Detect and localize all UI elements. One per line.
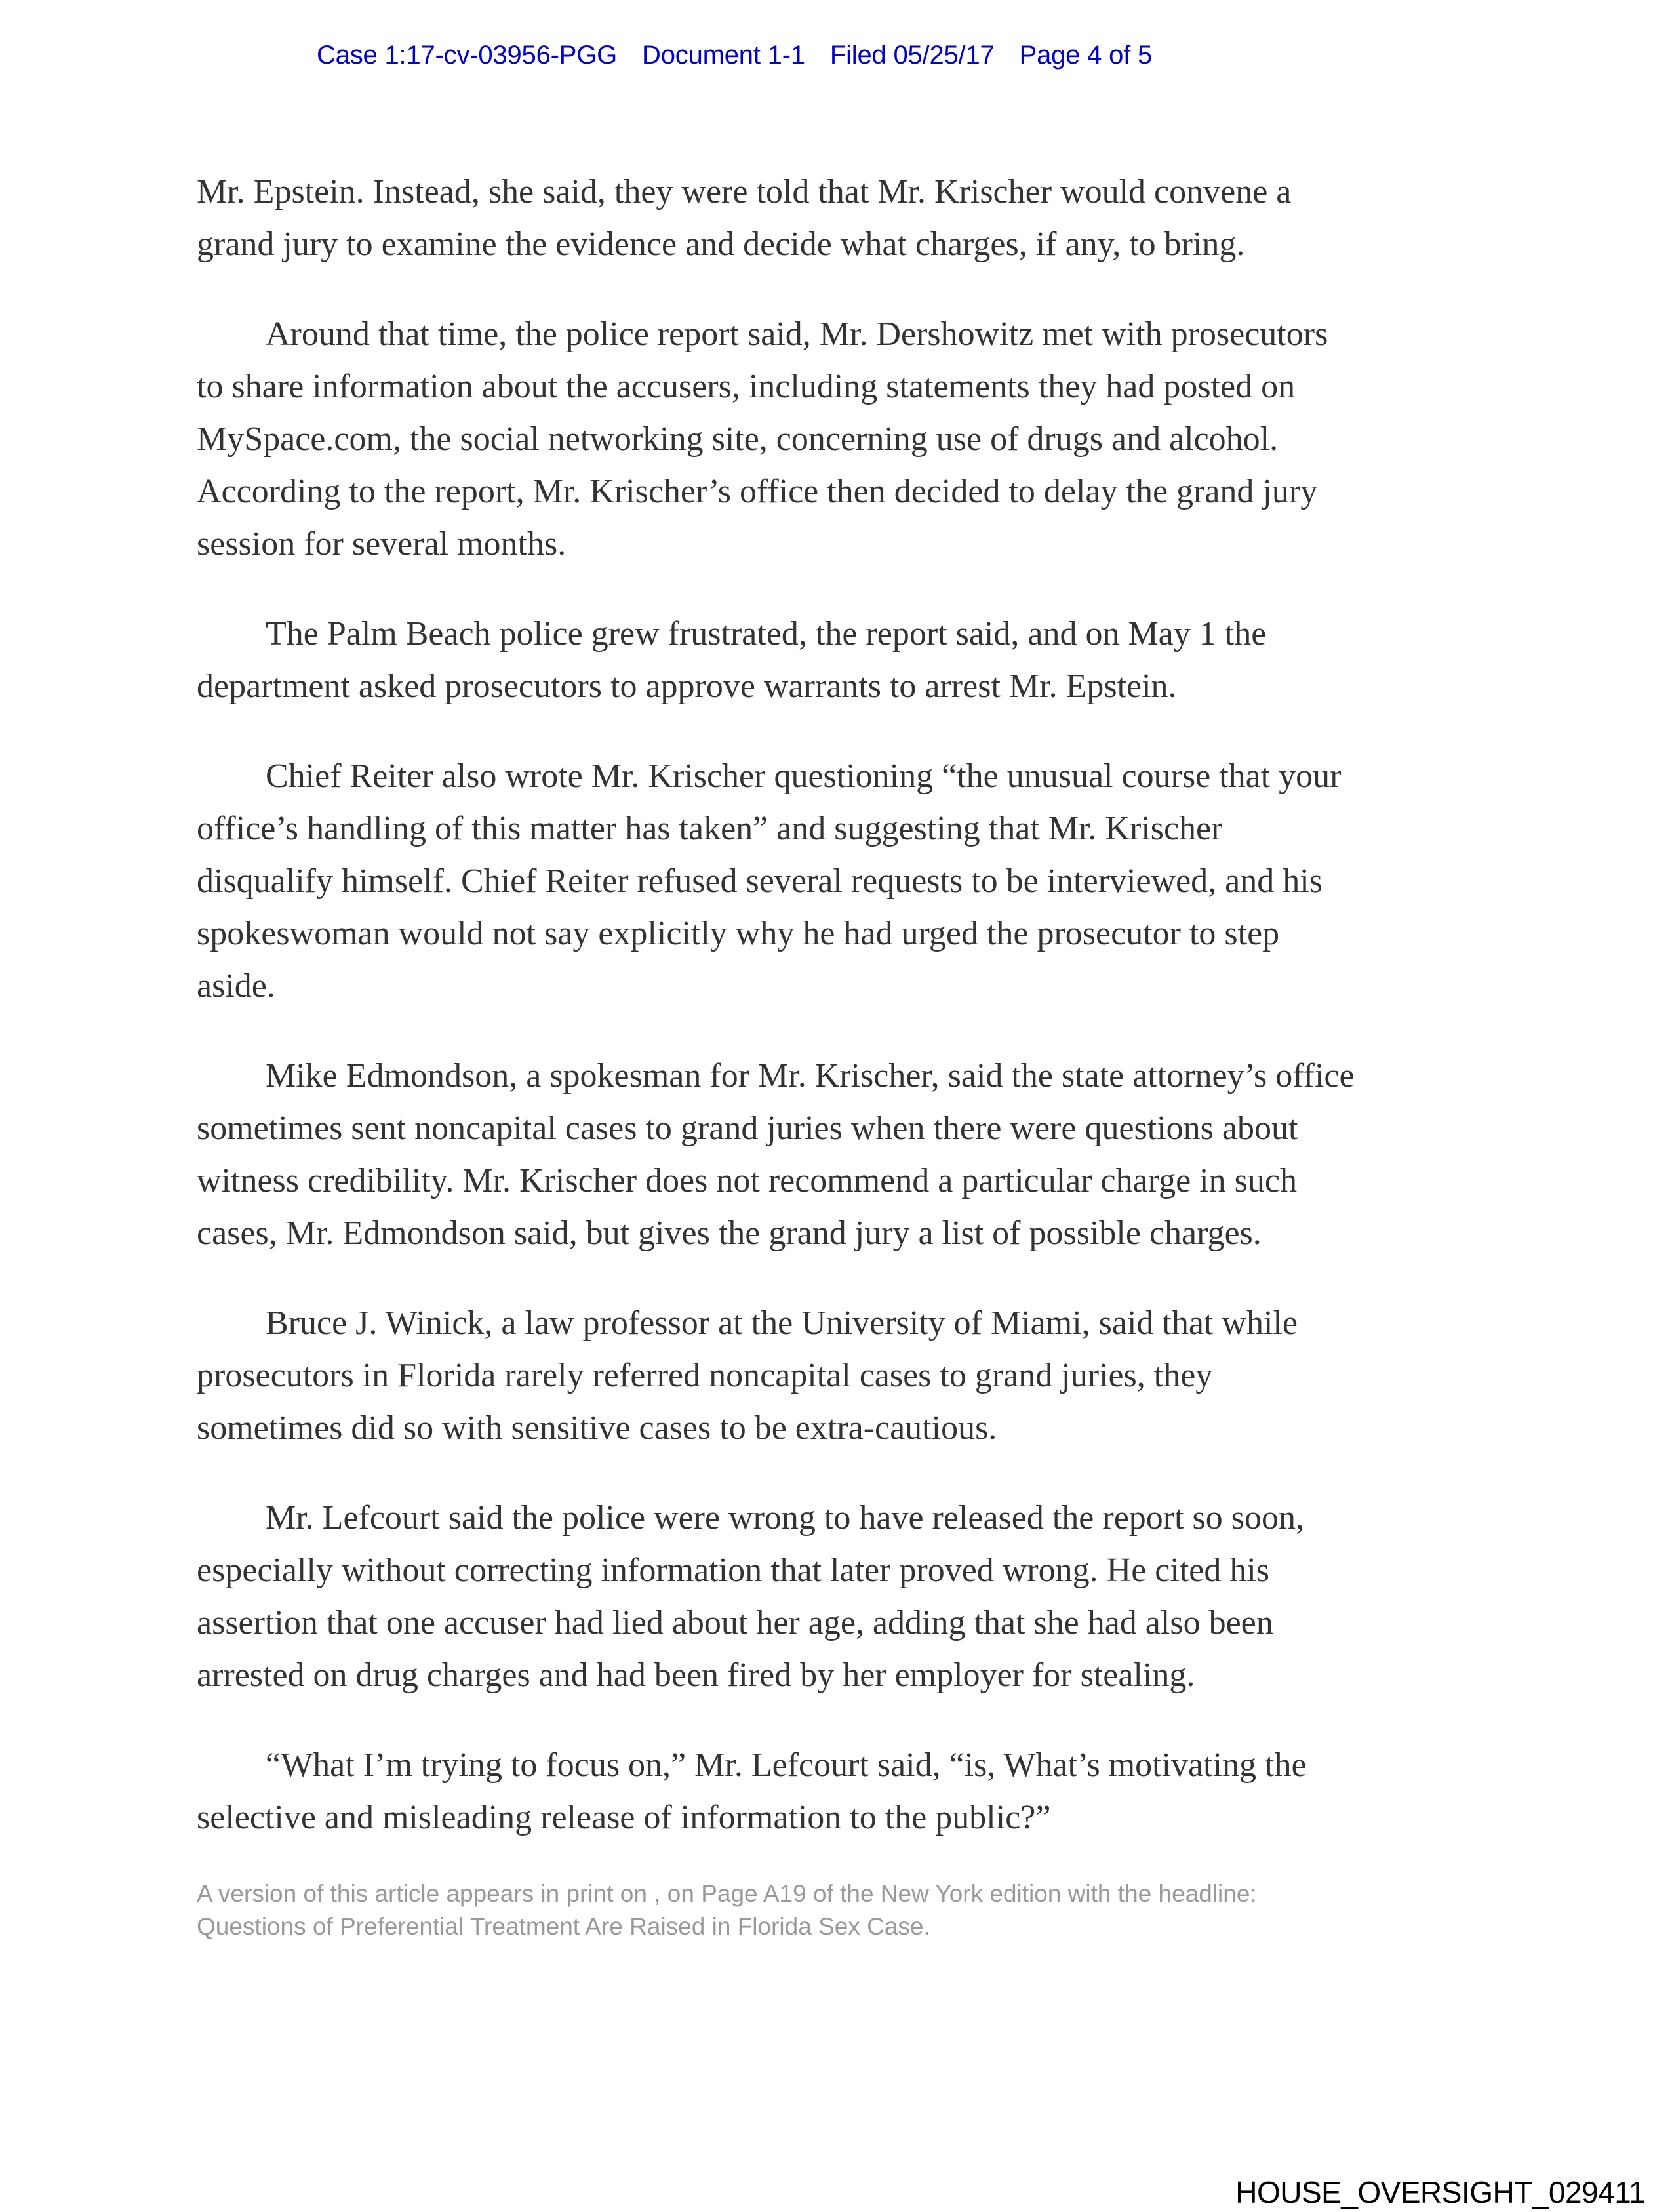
text-line: especially without correcting information that later proved wrong. He cited his [197,1552,1270,1589]
text-line: prosecutors in Florida rarely referred noncapital cases to grand juries, they [197,1357,1213,1394]
paragraph-4 [197,750,1508,1013]
text-line: disqualify himself. Chief Reiter refused several requests to be interviewed, and his [197,862,1323,900]
filed-date: Filed 05/25/17 [829,41,995,70]
paragraph-3 [197,608,1508,713]
text-line: aside. [197,967,275,1005]
text-line: to share information about the accusers, including statements they had posted on [197,368,1296,405]
text-line: office’s handling of this matter has taken” and suggesting that Mr. Krischer [197,810,1223,847]
text-line: grand jury to examine the evidence and decide what charges, if any, to bring. [197,226,1245,263]
text-line: sometimes sent noncapital cases to grand juries when there were questions about [197,1110,1298,1147]
print-note-line: A version of this article appears in print on , on Page A19 of the New York edition with the headline: [197,1880,1257,1907]
text-line: Around that time, the police report said, Mr. Dershowitz met with prosecutors [266,315,1328,353]
paragraph-6 [197,1297,1508,1455]
paragraph-8 [197,1739,1508,1844]
text-line: assertion that one accuser had lied about her age, adding that she had also been [197,1604,1273,1641]
document-number: Document 1-1 [642,41,805,70]
page-indicator: Page 4 of 5 [1019,41,1153,70]
text-line: session for several months. [197,525,567,563]
paragraph-1 [197,166,1508,271]
text-line: MySpace.com, the social networking site, concerning use of drugs and alcohol. [197,420,1279,458]
text-line: arrested on drug charges and had been fired by her employer for stealing. [197,1657,1195,1694]
article-body [197,166,1508,1844]
paragraph-5 [197,1050,1508,1260]
text-line: witness credibility. Mr. Krischer does not recommend a particular charge in such [197,1162,1297,1199]
text-line: Bruce J. Winick, a law professor at the University of Miami, said that while [266,1304,1298,1342]
case-number: Case 1:17-cv-03956-PGG [317,41,618,70]
text-line: The Palm Beach police grew frustrated, the report said, and on May 1 the [266,615,1267,653]
text-line: spokeswoman would not say explicitly why he had urged the prosecutor to step [197,915,1280,952]
case-filing-header [317,39,1152,71]
text-line: Mr. Epstein. Instead, she said, they were told that Mr. Krischer would convene a [197,173,1292,211]
text-line: sometimes did so with sensitive cases to be extra-cautious. [197,1409,997,1447]
text-line: Mike Edmondson, a spokesman for Mr. Krischer, said the state attorney’s office [266,1057,1355,1095]
text-line: Chief Reiter also wrote Mr. Krischer questioning “the unusual course that your [266,757,1342,795]
text-line: cases, Mr. Edmondson said, but gives the grand jury a list of possible charges. [197,1215,1262,1252]
print-edition-note [197,1878,1508,1943]
paragraph-2 [197,308,1508,571]
text-line: “What I’m trying to focus on,” Mr. Lefcourt said, “is, What’s motivating the [266,1746,1307,1784]
paragraph-7 [197,1492,1508,1702]
text-line: department asked prosecutors to approve warrants to arrest Mr. Epstein. [197,668,1177,705]
bates-number: HOUSE_OVERSIGHT_029411 [1235,2175,1645,2209]
text-line: selective and misleading release of information to the public?” [197,1799,1051,1836]
text-line: According to the report, Mr. Krischer’s office then decided to delay the grand jury [197,473,1318,510]
print-note-headline: Questions of Preferential Treatment Are Raised in Florida Sex Case. [197,1913,930,1940]
text-line: Mr. Lefcourt said the police were wrong to have released the report so soon, [266,1499,1305,1537]
